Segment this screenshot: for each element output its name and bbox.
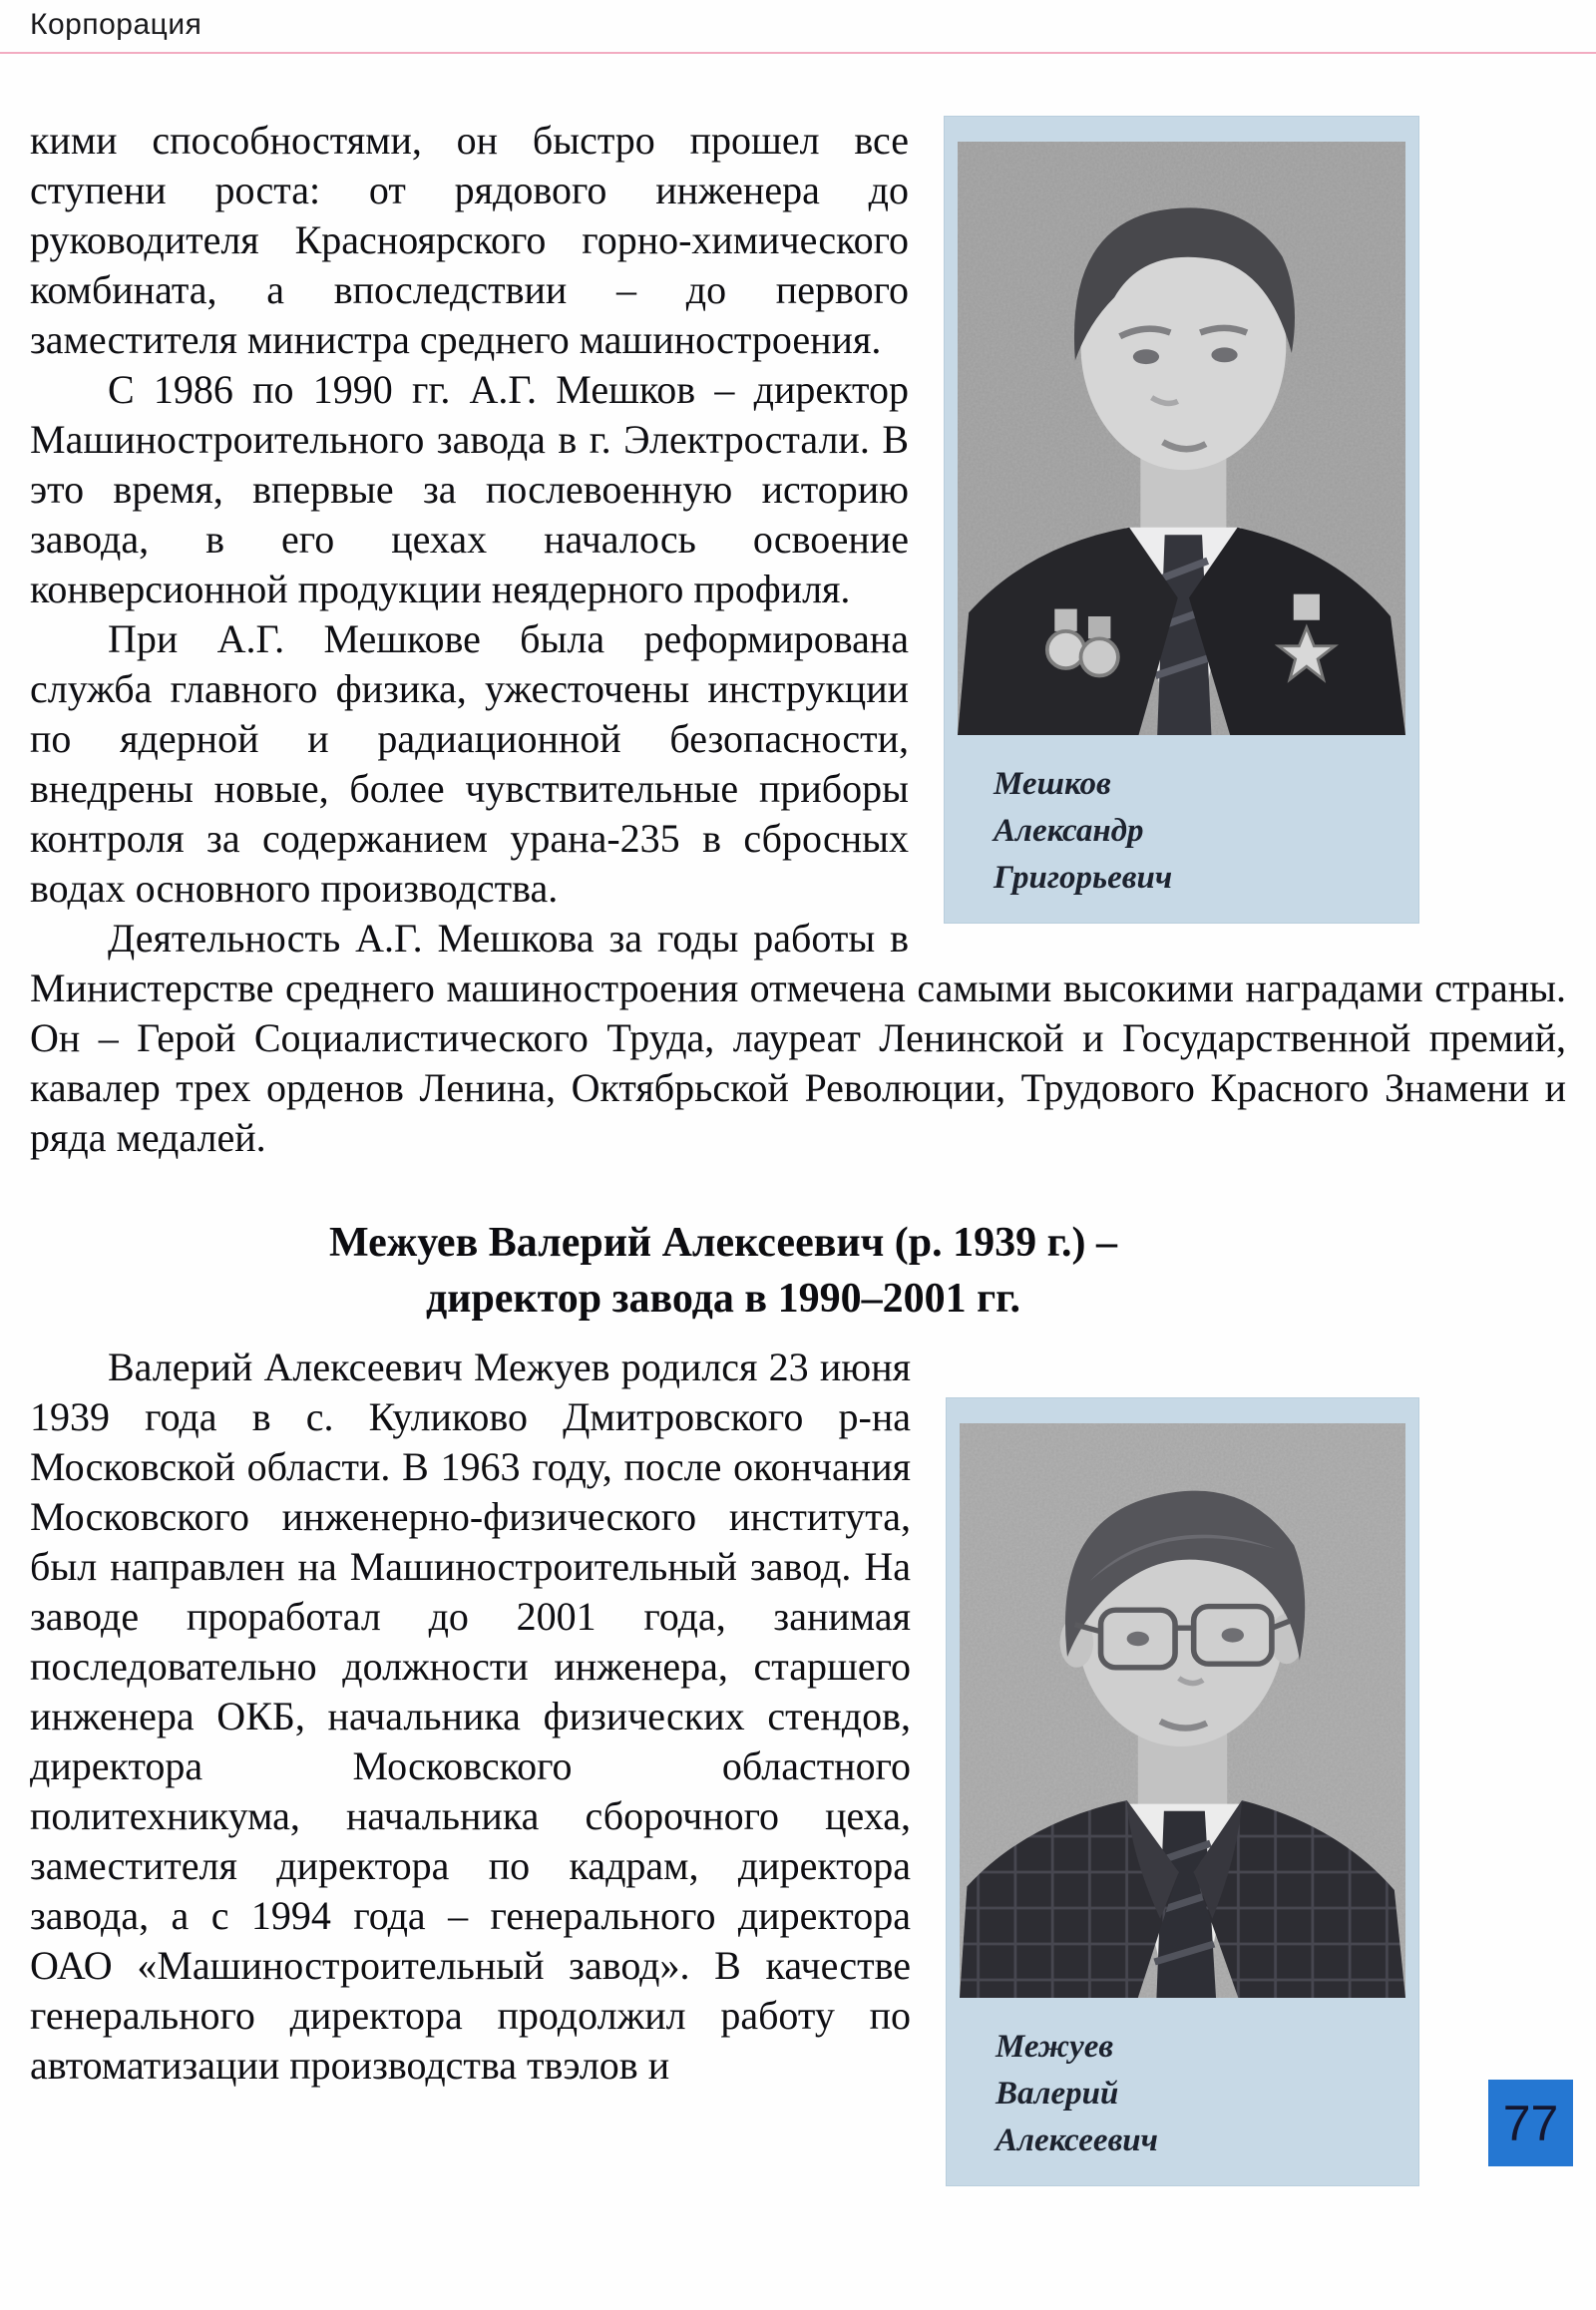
photo-caption-line: Межуев	[996, 2029, 1114, 2065]
header-rule	[0, 52, 1596, 54]
photo-caption-mezhuev	[946, 1998, 1419, 2186]
photo-caption-line: Мешков	[994, 766, 1111, 802]
heading-line: директор завода в 1990–2001 гг.	[426, 1276, 1020, 1322]
body-paragraph: С 1986 по 1990 гг. А.Г. Мешков – директор Машиностроительного завода в г. Электростали. В это время, впервые за послевоенную историю завода, в его цехах началось освоение конверсионной продукции неядерного профиля.	[30, 367, 909, 611]
body-paragraph: Валерий Алексеевич Межуев родился 23 июня 1939 года в с. Куликово Дмитровского р-на Московской области. В 1963 году, после окончания Московского инженерно-физического института, был направлен на Машиностроительный завод. На заводе проработал до 2001 года, занимая последовательно должности инженера, старшего инженера ОКБ, начальника физических стендов, директора Московского областного политехникума, начальника сборочного цеха, заместителя директора по кадрам, директора завода, а с 1994 года – генерального директора ОАО «Машиностроительный завод». В качестве генерального директора продолжил работу по автоматизации производства твэлов и	[30, 1345, 911, 2088]
photo-frame-meshkov	[944, 116, 1419, 924]
photo-caption-line: Александр	[994, 813, 1144, 849]
running-header: Корпорация	[30, 8, 202, 41]
page-number-badge	[1488, 2080, 1573, 2166]
body-paragraph: Деятельность А.Г. Мешкова за годы работы в Министерстве среднего машиностроения отмечена самыми высокими наградами страны. Он – Герой Социалистического Труда, лауреат Ленинской и Государственной премий, кавалер трех орденов Ленина, Октябрьской Революции, Трудового Красного Знамени и ряда медалей.	[30, 916, 1566, 1160]
section-meshkov	[30, 116, 1566, 1163]
body-paragraph: При А.Г. Мешкове была реформирована служба главного физика, ужесточены инструкции по ядерной и радиационной безопасности, внедрены новые, более чувствительные приборы контроля за содержанием урана-235 в сбросных водах основного производства.	[30, 616, 909, 911]
photo-frame-mezhuev	[946, 1397, 1419, 2186]
meshkov-portrait-photo	[958, 142, 1405, 735]
photo-caption-meshkov	[944, 735, 1419, 924]
section-heading-mezhuev	[30, 1215, 1416, 1327]
heading-line: Межуев Валерий Алексеевич (р. 1939 г.) –	[329, 1220, 1117, 1266]
photo-caption-line: Валерий	[996, 2076, 1119, 2112]
photo-caption-line: Григорьевич	[994, 860, 1173, 896]
mezhuev-portrait-photo	[960, 1423, 1405, 1998]
body-paragraph: кими способностями, он быстро прошел все ступени роста: от рядового инженера до руководителя Красноярского горно-химического комбината, а впоследствии – до первого заместителя министра среднего машиностроения.	[30, 118, 909, 362]
page-content	[30, 116, 1566, 2202]
photo-caption-line: Алексеевич	[996, 2122, 1158, 2158]
page-number: 77	[1502, 2095, 1559, 2151]
